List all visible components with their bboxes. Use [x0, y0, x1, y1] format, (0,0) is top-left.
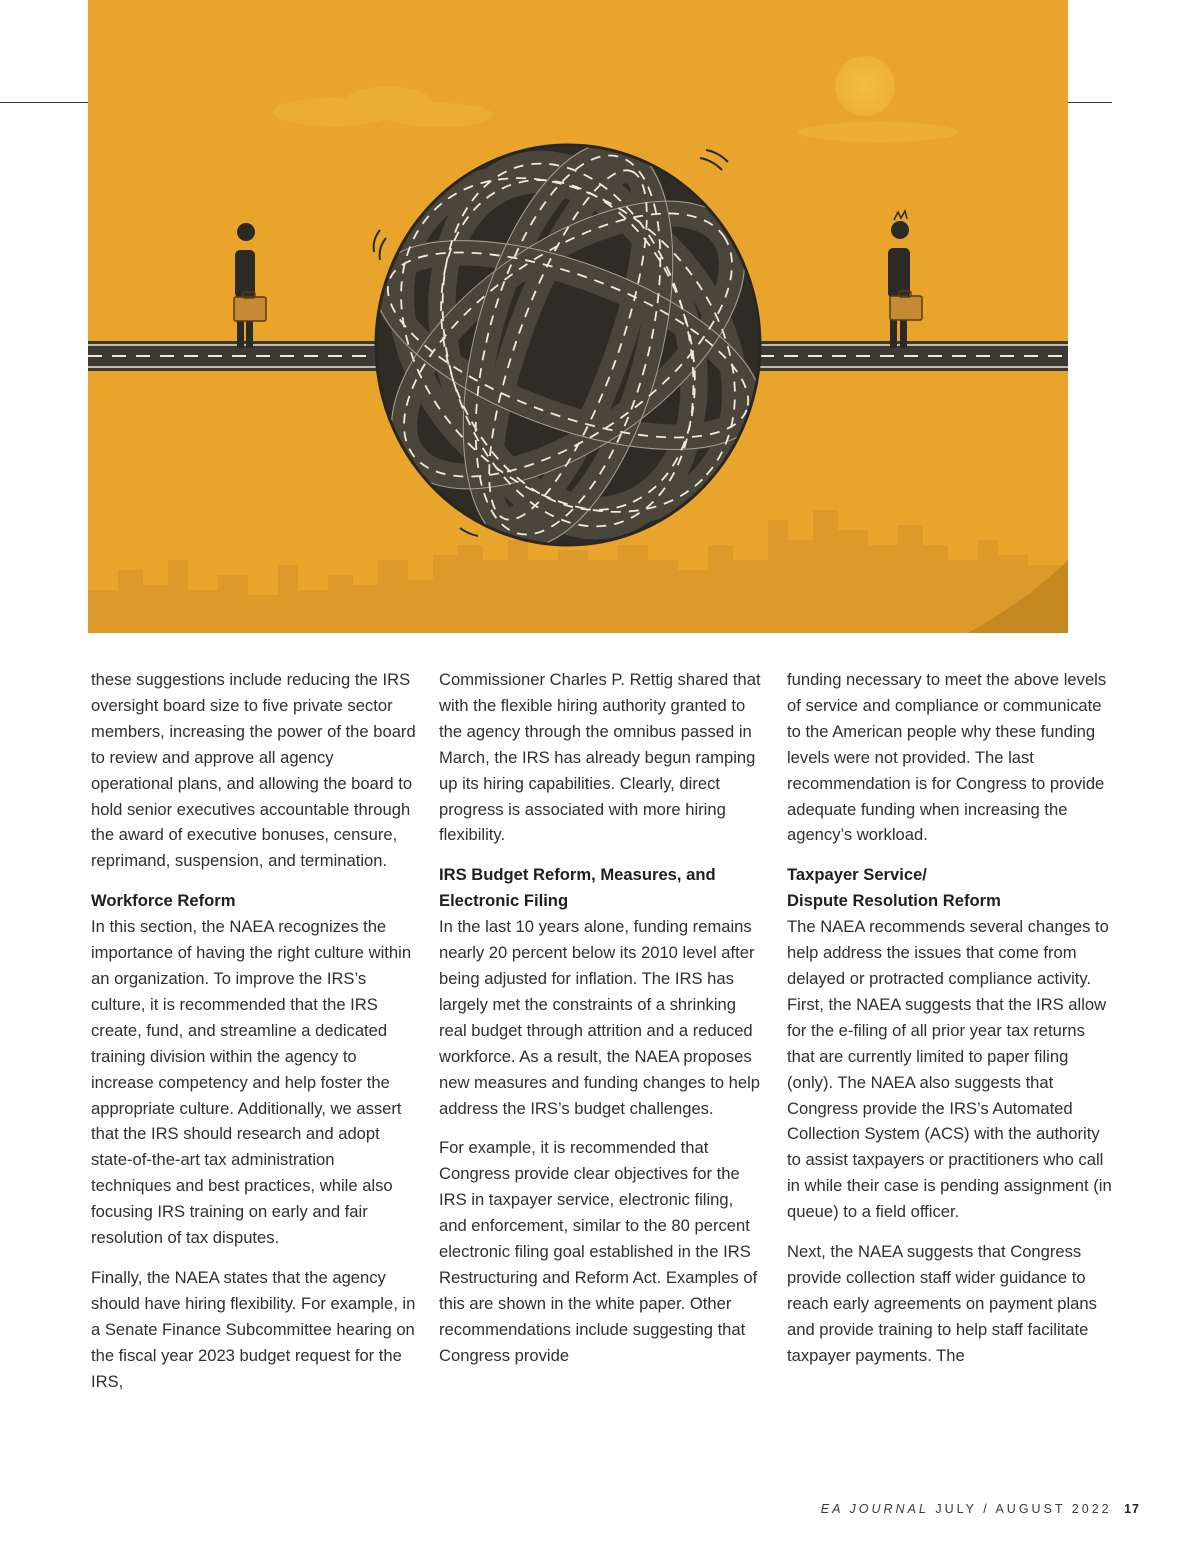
journal-name: EA JOURNAL — [820, 1502, 929, 1516]
page-footer — [821, 1502, 1140, 1516]
body-paragraph: The NAEA recommends several changes to help address the issues that come from delayed or protracted compliance activity. First, the NAEA suggests that the IRS allow for the e-filing of all prior year tax returns that are currently limited to paper filing (only). The NAEA also suggests that Congress provide the IRS’s Automated Collection System (ACS) with the authority to assist taxpayers or practitioners who call in while their case is pending assignment (in queue) to a field officer. — [787, 917, 1112, 1222]
column-3 — [787, 667, 1117, 1383]
body-paragraph: these suggestions include reducing the IRS oversight board size to five private sector members, increasing the power of the board to review and approve all agency operational plans, and allowing the board to hold senior executives accountable through the award of executive bonuses, censure, reprimand, suspension, and termination. — [91, 670, 416, 871]
section-heading-budget-reform: IRS Budget Reform, Measures, and Electronic Filing — [439, 865, 716, 911]
section-heading-taxpayer-service — [787, 862, 1117, 914]
heading-line: Dispute Resolution Reform — [787, 891, 1001, 911]
header-rule-left — [0, 102, 88, 103]
body-paragraph: Finally, the NAEA states that the agency should have hiring flexibility. For example, in a Senate Finance Subcommittee hearing on the fiscal year 2023 budget request for the IRS, — [91, 1267, 416, 1391]
body-paragraph: For example, it is recommended that Congress provide clear objectives for the IRS in taxpayer service, electronic filing, and enforcement, similar to the 80 percent electronic filing goal established in the IRS Restructuring and Reform Act. Examples of this are shown in the white paper. Other recommendations include suggesting that Congress provide — [439, 1138, 758, 1365]
body-paragraph: Next, the NAEA suggests that Congress provide collection staff wider guidance to reach early agreements on payment plans and provide training to help staff facilitate taxpayer payments. The — [787, 1242, 1097, 1365]
column-2 — [439, 667, 764, 1383]
header-rule-right — [1068, 102, 1112, 103]
page-number: 17 — [1124, 1502, 1140, 1516]
body-paragraph: Commissioner Charles P. Rettig shared that with the flexible hiring authority granted to the agency through the omnibus passed in March, the IRS has already begun ramping up its hiring capabilities. Clearly, direct progress is associated with more hiring flexibility. — [439, 670, 761, 845]
body-paragraph: In this section, the NAEA recognizes the importance of having the right culture within an organization. To improve the IRS’s culture, it is recommended that the IRS create, fund, and streamline a dedicated training division within the agency to increase competency and help foster the appropriate culture. Additionally, we assert that the IRS should research and adopt state-of-the-art tax administration techniques and best practices, while also focusing IRS training on early and fair resolution of tax disputes. — [91, 917, 412, 1248]
section-heading-workforce-reform: Workforce Reform — [91, 891, 236, 911]
issue-date: JULY / AUGUST 2022 — [935, 1502, 1112, 1516]
body-paragraph: funding necessary to meet the above levels of service and compliance or communicate to the American people why these funding levels were not provided. The last recommendation is for Congress to provide adequate funding when increasing the agency’s workload. — [787, 670, 1107, 845]
column-1 — [91, 667, 416, 1408]
body-paragraph: In the last 10 years alone, funding remains nearly 20 percent below its 2010 level after being adjusted for inflation. The IRS has largely met the constraints of a shrinking real budget through attrition and a reduced workforce. As a result, the NAEA proposes new measures and funding changes to help address the IRS’s budget challenges. — [439, 917, 761, 1118]
heading-line: Taxpayer Service/ — [787, 865, 927, 885]
tangled-road-ball-illustration — [88, 0, 1068, 633]
